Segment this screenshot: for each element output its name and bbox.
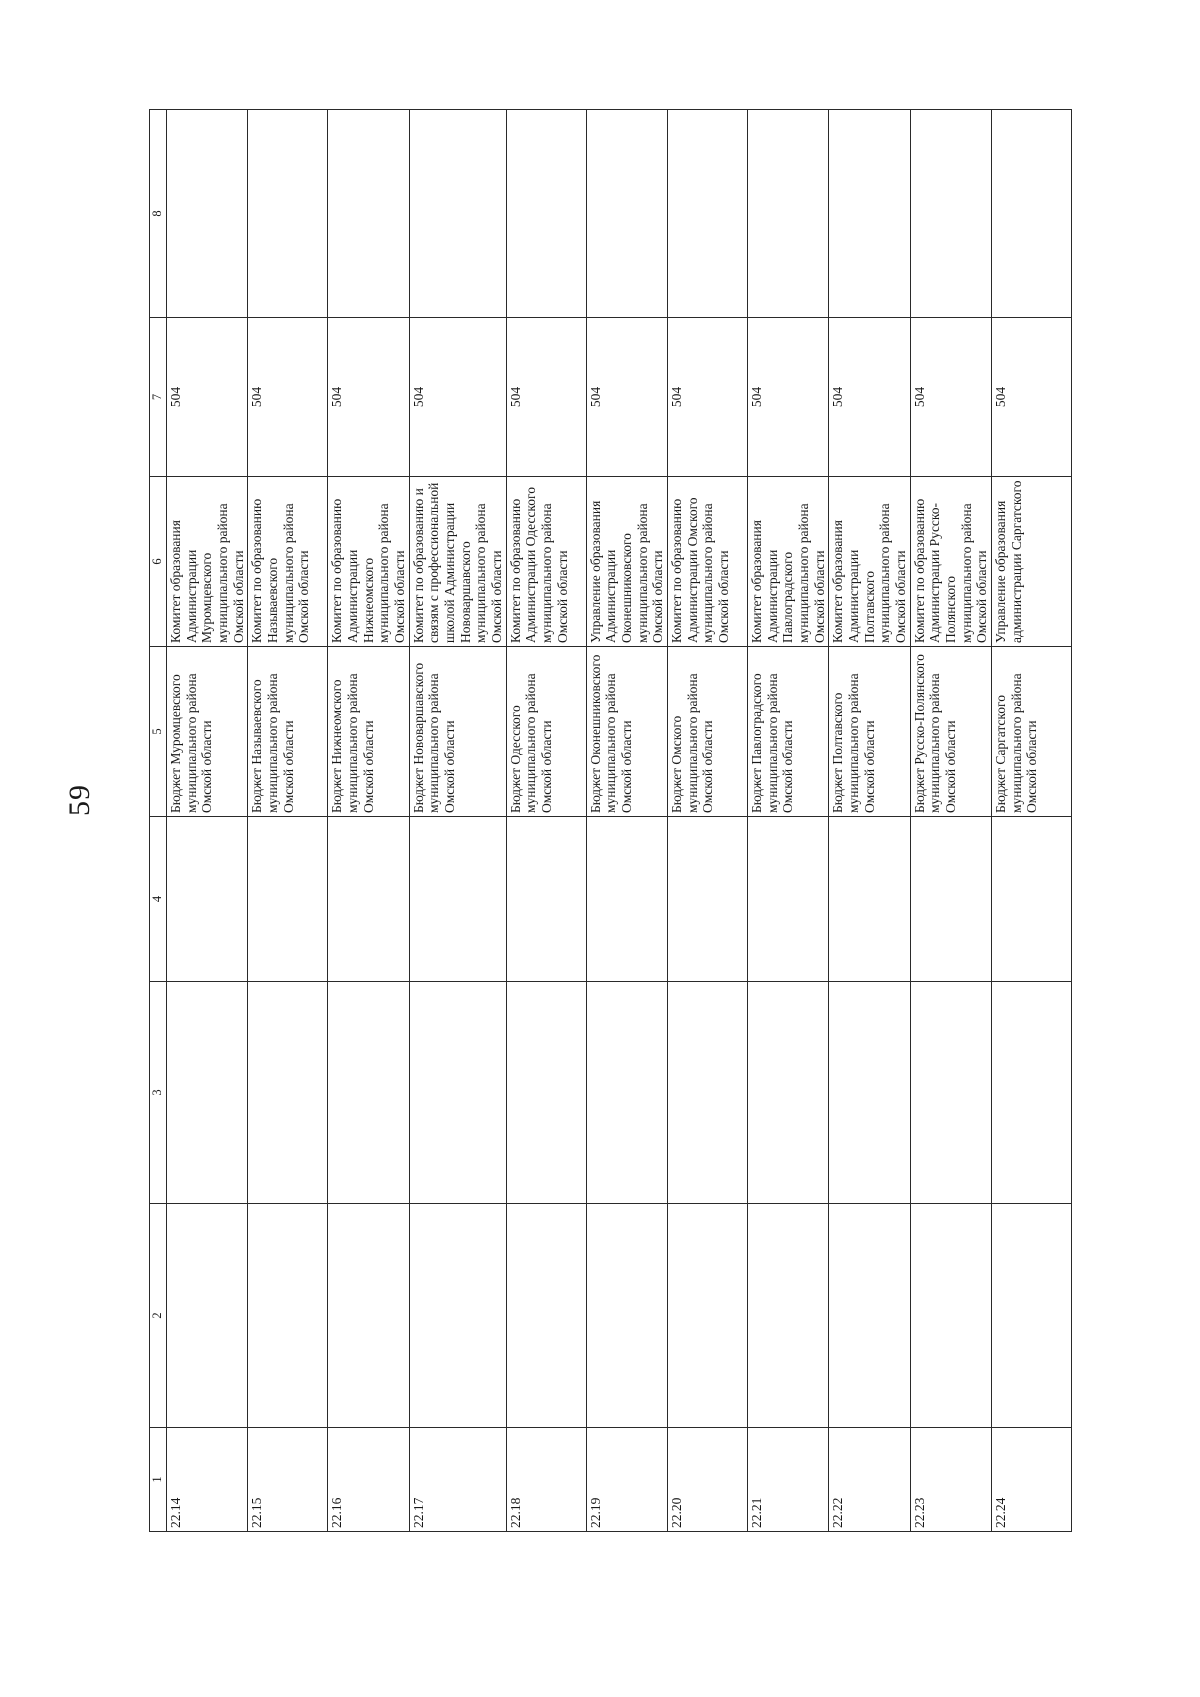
cell-col-8 xyxy=(586,110,667,318)
cell-col-3 xyxy=(506,982,586,1204)
administrator-name: Комитет по образованию Администрации Русско-Полянского муниципального района Омской области xyxy=(910,477,991,647)
cell-col-8 xyxy=(328,110,409,318)
cell-col-4 xyxy=(506,817,586,982)
budget-name: Бюджет Нижнеомского муниципального района Омской области xyxy=(328,647,409,817)
budget-name: Бюджет Одесского муниципального района Омской области xyxy=(506,647,586,817)
column-header: 3 xyxy=(150,982,167,1204)
row-number: 22.15 xyxy=(248,1428,328,1532)
budget-table xyxy=(149,109,1072,1532)
cell-col-3 xyxy=(409,982,506,1204)
budget-name: Бюджет Муромцевского муниципального района Омской области xyxy=(167,647,248,817)
administrator-name: Комитет по образованию Администрации Нижнеомского муниципального района Омской области xyxy=(328,477,409,647)
table-row xyxy=(748,110,829,1532)
cell-col-4 xyxy=(248,817,328,982)
cell-col-4 xyxy=(167,817,248,982)
admin-code: 504 xyxy=(748,318,829,477)
cell-col-2 xyxy=(409,1204,506,1428)
cell-col-3 xyxy=(248,982,328,1204)
row-number: 22.19 xyxy=(586,1428,667,1532)
page-number: 59 xyxy=(63,784,96,816)
cell-col-3 xyxy=(991,982,1071,1204)
cell-col-2 xyxy=(991,1204,1071,1428)
admin-code: 504 xyxy=(248,318,328,477)
cell-col-4 xyxy=(829,817,910,982)
cell-col-4 xyxy=(991,817,1071,982)
row-number: 22.22 xyxy=(829,1428,910,1532)
column-header: 1 xyxy=(150,1428,167,1532)
cell-col-8 xyxy=(248,110,328,318)
cell-col-3 xyxy=(586,982,667,1204)
row-number: 22.24 xyxy=(991,1428,1071,1532)
admin-code: 504 xyxy=(910,318,991,477)
admin-code: 504 xyxy=(586,318,667,477)
row-number: 22.16 xyxy=(328,1428,409,1532)
cell-col-2 xyxy=(829,1204,910,1428)
row-number: 22.14 xyxy=(167,1428,248,1532)
cell-col-3 xyxy=(748,982,829,1204)
table-row xyxy=(667,110,747,1532)
cell-col-3 xyxy=(910,982,991,1204)
column-header: 6 xyxy=(150,477,167,647)
table-row xyxy=(248,110,328,1532)
column-header: 2 xyxy=(150,1204,167,1428)
admin-code: 504 xyxy=(991,318,1071,477)
admin-code: 504 xyxy=(506,318,586,477)
rotated-table-container xyxy=(149,110,1072,1532)
admin-code: 504 xyxy=(328,318,409,477)
budget-name: Бюджет Полтавского муниципального района Омской области xyxy=(829,647,910,817)
cell-col-8 xyxy=(748,110,829,318)
administrator-name: Комитет по образованию и связям с профессиональной школой Администрации Нововаршавского муниципального района Омской области xyxy=(409,477,506,647)
admin-code: 504 xyxy=(829,318,910,477)
cell-col-3 xyxy=(667,982,747,1204)
table-row xyxy=(586,110,667,1532)
cell-col-4 xyxy=(328,817,409,982)
cell-col-2 xyxy=(910,1204,991,1428)
cell-col-2 xyxy=(248,1204,328,1428)
administrator-name: Управление образования администрации Саргатского xyxy=(991,477,1071,647)
row-number: 22.20 xyxy=(667,1428,747,1532)
column-header: 7 xyxy=(150,318,167,477)
cell-col-3 xyxy=(328,982,409,1204)
row-number: 22.17 xyxy=(409,1428,506,1532)
administrator-name: Комитет по образованию Называевского муниципального района Омской области xyxy=(248,477,328,647)
administrator-name: Комитет по образованию Администрации Одесского муниципального района Омской области xyxy=(506,477,586,647)
cell-col-3 xyxy=(829,982,910,1204)
table-row xyxy=(991,110,1071,1532)
column-header: 5 xyxy=(150,647,167,817)
administrator-name: Комитет образования Администрации Муромцевского муниципального района Омской области xyxy=(167,477,248,647)
budget-name: Бюджет Нововаршавского муниципального района Омской области xyxy=(409,647,506,817)
budget-name: Бюджет Омского муниципального района Омской области xyxy=(667,647,747,817)
cell-col-2 xyxy=(506,1204,586,1428)
budget-name: Бюджет Русско-Полянского муниципального района Омской области xyxy=(910,647,991,817)
table-row xyxy=(167,110,248,1532)
administrator-name: Комитет по образованию Администрации Омского муниципального района Омской области xyxy=(667,477,747,647)
table-row xyxy=(409,110,506,1532)
cell-col-8 xyxy=(667,110,747,318)
cell-col-2 xyxy=(167,1204,248,1428)
table-row xyxy=(829,110,910,1532)
row-number: 22.21 xyxy=(748,1428,829,1532)
cell-col-3 xyxy=(167,982,248,1204)
cell-col-8 xyxy=(409,110,506,318)
cell-col-8 xyxy=(829,110,910,318)
header-row xyxy=(150,110,167,1532)
cell-col-8 xyxy=(910,110,991,318)
column-header: 4 xyxy=(150,817,167,982)
cell-col-4 xyxy=(586,817,667,982)
budget-name: Бюджет Павлоградского муниципального района Омской области xyxy=(748,647,829,817)
budget-name: Бюджет Саргатского муниципального района Омской области xyxy=(991,647,1071,817)
cell-col-8 xyxy=(506,110,586,318)
cell-col-8 xyxy=(991,110,1071,318)
table-row xyxy=(506,110,586,1532)
administrator-name: Комитет образования Администрации Павлоградского муниципального района Омской области xyxy=(748,477,829,647)
cell-col-4 xyxy=(667,817,747,982)
cell-col-4 xyxy=(409,817,506,982)
column-header: 8 xyxy=(150,110,167,318)
budget-name: Бюджет Оконешниковского муниципального района Омской области xyxy=(586,647,667,817)
table-row xyxy=(910,110,991,1532)
admin-code: 504 xyxy=(167,318,248,477)
cell-col-8 xyxy=(167,110,248,318)
row-number: 22.18 xyxy=(506,1428,586,1532)
cell-col-2 xyxy=(328,1204,409,1428)
administrator-name: Комитет образования Администрации Полтавского муниципального района Омской области xyxy=(829,477,910,647)
administrator-name: Управление образования Администрации Оконешниковского муниципального района Омской области xyxy=(586,477,667,647)
budget-name: Бюджет Называевского муниципального района Омской области xyxy=(248,647,328,817)
cell-col-4 xyxy=(748,817,829,982)
cell-col-2 xyxy=(586,1204,667,1428)
cell-col-2 xyxy=(748,1204,829,1428)
admin-code: 504 xyxy=(409,318,506,477)
cell-col-2 xyxy=(667,1204,747,1428)
table-row xyxy=(328,110,409,1532)
admin-code: 504 xyxy=(667,318,747,477)
cell-col-4 xyxy=(910,817,991,982)
row-number: 22.23 xyxy=(910,1428,991,1532)
